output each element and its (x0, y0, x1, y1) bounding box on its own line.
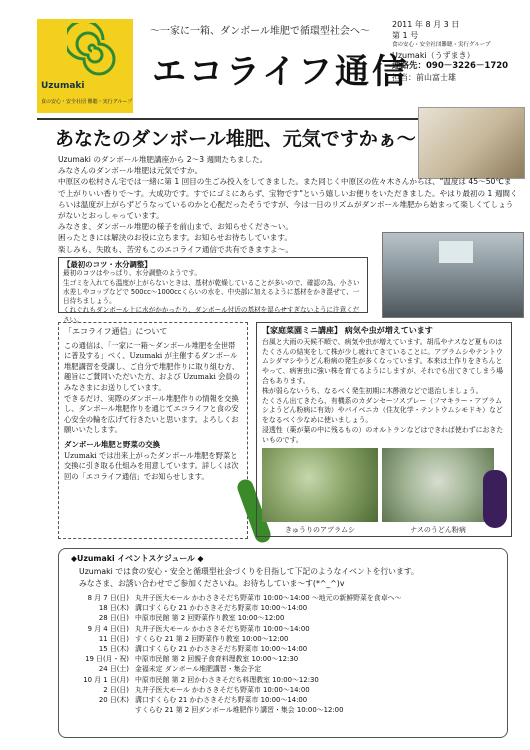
intro-line: 困ったときには解決のお役に立ちます。お知らせお待ちしています。 (58, 233, 292, 243)
schedule-event: 中原市民館 第 2 回親子食育料理教室 10:00～12:30 (135, 655, 299, 664)
schedule-row (67, 685, 499, 695)
schedule-row (67, 624, 499, 634)
about-body: この通信は、「一家に一箱～ダンボール堆肥を全世帯に普及する」べく、Uzumaki が主催するダンボール堆肥講習を受講し、ご自分で堆肥作りに取り組む方、趣旨にご賛同いただいた方、および Uzumaki 会員のみなさまにお送りしています。 (64, 340, 240, 392)
class-photo (382, 232, 524, 318)
garden-lesson-title: 【家庭菜園ミニ講座】 病気や虫が増えています (262, 326, 433, 335)
organization: 食の安心・安全社団難聴・実行グループ (392, 42, 491, 48)
contact-person: 担当：前山富士雄 (392, 73, 456, 82)
schedule-date: 20 日(木) (98, 696, 129, 705)
tips-title: 【最初のコツ・水分調整】 (63, 260, 152, 269)
about-body-2: できるだけ、実際のダンボール堆肥作りの情報を交換し、ダンボール堆肥作りを通じてエコライフと食の安心安全の輪を広げて行きたいと思います。よろしくお願いいたします。 (64, 393, 239, 435)
issue-date: 2011 年 8 月 3 日 (392, 20, 460, 29)
schedule-row (67, 675, 499, 685)
issue-number: 第 1 号 (392, 31, 419, 40)
schedule-event: 丸井子医大モール かわさきそだち野菜市 10:00～14:00 ～地元の新鮮野菜を食卓へ～ (135, 594, 402, 602)
schedule-event: 溝口すくらむ 21 かわさきそだち野菜市 10:00～14:00 (135, 696, 308, 705)
intro-line: みなさま、ダンボール堆肥の様子を前山まで、お知らせくださ～い。 (58, 222, 293, 232)
logo (37, 19, 133, 113)
tips-line: 生ゴミを入れても温度が上がらないときは、基材が乾燥していることが多いので、確認の為、小さい水差しやコップなどで 500cc～1000ccくらいの水を、中央部に加えるように基材をかき混ぜて、一日待ちましょう。 (63, 278, 360, 306)
schedule-date: 28 日(日) (98, 614, 129, 623)
about-title: 「エコライフ通信」について (64, 327, 168, 336)
schedule-row (67, 603, 499, 613)
issue-info (392, 19, 522, 83)
about-box (58, 322, 248, 539)
aphid-leaf-photo (262, 448, 378, 522)
schedule-event: 溝口すくらむ 21 かわさきそだち野菜市 10:00～14:00 (135, 645, 308, 654)
schedule-row (67, 593, 499, 603)
schedule-row (67, 695, 499, 705)
schedule-event: 丸井子医大モール かわさきそだち野菜市 10:00～14:00 (135, 685, 310, 694)
schedule-event: すくらむ 21 第 2 回ダンボール堆肥作り講習・集会 10:00～12:00 (135, 706, 344, 715)
schedule-event: すくらむ 21 第 2 回野菜作り教室 10:00～12:00 (135, 634, 289, 643)
projector-screen (439, 241, 473, 263)
tips-box (58, 257, 368, 324)
schedule-event: 丸井子医大モール かわさきそだち野菜市 10:00～14:00 (135, 624, 310, 633)
schedule-intro-line: Uzumaki では食の安心・安全と循環型社会づくりを目指して下記のようなイベントを行います。 (79, 567, 419, 576)
tips-line: 最初のコツはやっぱり、水分調整のようです。 (63, 269, 201, 278)
event-schedule (58, 548, 508, 738)
garden-line: たくさん出てきたら、有機系のカダンセーフスプレー（フマキラー・アブラムシようどん粉病に有効）やパイベニカ（住友化学・テントウムシモドキ）などをなるべく少なめに使いましょう。 (262, 396, 503, 425)
headline: あなたのダンボール堆肥、元気ですかぁ～ (55, 128, 416, 150)
tagline: ～一家に一箱、ダンボール堆肥で循環型社会へ～ (150, 26, 370, 37)
schedule-event: 溝口すくらむ 21 かわさきそだち野菜市 10:00～14:00 (135, 604, 308, 613)
schedule-intro (79, 566, 499, 589)
schedule-date: 15 日(木) (98, 645, 129, 654)
eggplant-illustration (483, 470, 507, 528)
schedule-date: 2 日(日) (103, 685, 129, 694)
garden-line: 株が弱らないうち、なるべく発生初期に木酢液などで退治しましょう。 (262, 386, 483, 395)
schedule-date: 24 日(土) (98, 665, 129, 674)
photo-caption-aphid: きゅうりのアブラムシ (285, 526, 355, 534)
schedule-row (67, 613, 499, 623)
schedule-event: 中原市民館 第 2 回かわさきそだち料理教室 10:00～12:30 (135, 675, 319, 684)
spiral-logo-icon (67, 23, 117, 79)
schedule-event: 金福未定 ダンボール堆肥講習・集会予定 (135, 665, 262, 674)
schedule-row (67, 664, 499, 674)
schedule-row (67, 634, 499, 644)
group-name: Uzumaki（うずまき） (392, 51, 475, 60)
schedule-row (67, 654, 499, 664)
schedule-date: 10 月 1 日(月) (83, 675, 129, 684)
garden-line: 浸透性（薬が葉の中に残るもの）のオルトランなどはできれば使わずにおきたいものです。 (262, 425, 504, 444)
intro-line: 中原区の松村さん宅では一緒に第 1 回目の生ごみ投入をしてきました。また同じく中原区の佐々木さんからは、"温度は 45～50℃まで上がりいい香りで～す。大成功です。すでにゴミにあらず、宝物です"という嬉しいお便りをいただきました。やはり最初の 1 週間くらいは温度が上がらずどうなっているのかと心配だったそうですが、今は一日のリズムがダンボール堆肥から始まって楽しくてしょうがないとおっしゃっています。 (58, 177, 518, 221)
intro-line: 楽しみも、失敗も、苦労もこのエコライフ通信で共有できますよ～。 (58, 244, 293, 254)
schedule-date: 9 月 4 日(日) (87, 624, 129, 633)
contact-phone: 連絡先：090－3226－1720 (392, 61, 509, 71)
photo-caption-mildew: ナスのうどん粉病 (410, 526, 466, 534)
logo-subtitle: 食の安心・安全社団 難聴・実行グループ (41, 99, 133, 105)
schedule-event: 中原市民館 第 2 回野菜作り教室 10:00～12:00 (135, 614, 285, 623)
newsletter-title: エコライフ通信 (152, 52, 409, 92)
intro-line: Uzumaki のダンボール堆肥講座から 2～3 週間たちました。 (58, 155, 268, 164)
schedule-title: ◆Uzumaki イベントスケジュール ◆ (71, 554, 204, 563)
schedule-date: 19 日(月・祝) (85, 655, 129, 664)
schedule-date (67, 705, 135, 715)
exchange-body: Uzumaki では出来上がったダンボール堆肥を野菜と交換に引き取る仕組みを用意しています。詳しくは次回の「エコライフ通信」でお知らせします。 (64, 450, 239, 481)
intro-line: みなさんのダンボール堆肥は元気ですか。 (58, 166, 203, 176)
schedule-date: 18 日(木) (98, 604, 129, 613)
exchange-title: ダンボール堆肥と野菜の交換 (64, 439, 161, 449)
tips-line: くれぐれもダンボール上に水がかかったり、ダンボール付近の基材を湿らせすぎないように注意ください。 (63, 306, 360, 324)
schedule-row (67, 705, 499, 715)
schedule-list (67, 593, 499, 715)
logo-name: Uzumaki (41, 81, 85, 91)
schedule-intro-line: みなさま、お誘い合わせでご参加くださいね。お待ちしていま～す(*^_^)v (79, 578, 345, 588)
schedule-row (67, 644, 499, 654)
mildew-leaf-photo (382, 448, 494, 522)
schedule-date: 11 日(日) (98, 634, 129, 643)
schedule-date: 8 月 7 日(日) (87, 594, 129, 602)
garden-line: 台風と大雨の天候不順で、病気や虫が増えています。胡瓜やナスなど夏ものはたくさんの結実をして株が少し疲れてきていることに。アブラムシやテントウムシダマシやうどん粉病の発生が多くなっています。本来は土作りをきちんとやって、病害虫に強い株を育てるようにしますが、それでも出てきてしまう場合もあります。 (262, 337, 504, 385)
